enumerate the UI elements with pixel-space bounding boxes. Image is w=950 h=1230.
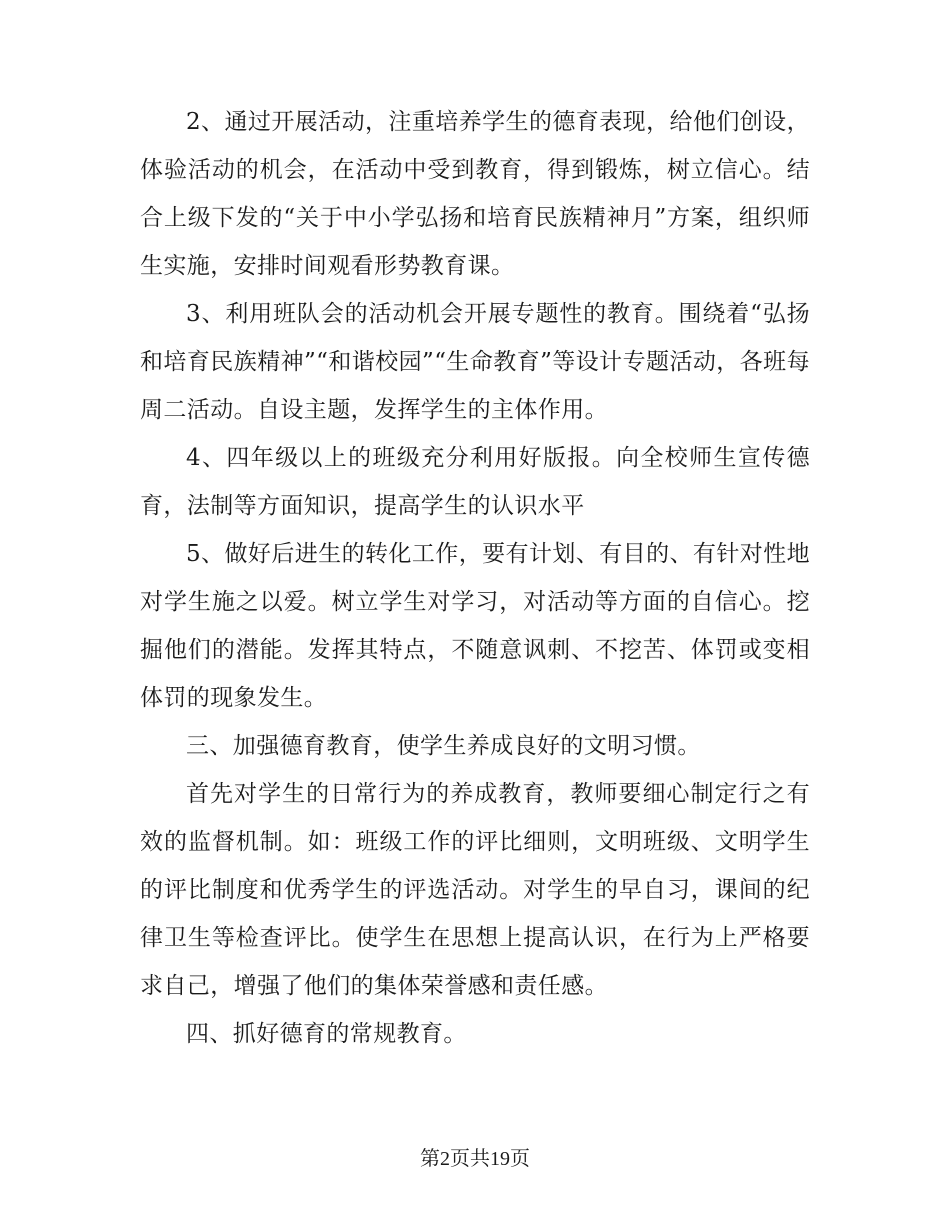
- section-heading-4: 四、抓好德育的常规教育。: [186, 1021, 467, 1047]
- section-heading-3: 三、加强德育教育，使学生养成良好的文明习惯。: [186, 733, 701, 759]
- page-number-footer: 第2页共19页: [420, 1148, 530, 1170]
- paragraph-item-2: 2、通过开展活动，注重培养学生的德育表现，给他们创设，体验活动的机会，在活动中受到教育，得到锻炼，树立信心。结合上级下发的“关于中小学弘扬和培育民族精神月”方案，组织师生实施，安排时间观看形势教育课。: [140, 109, 810, 279]
- paragraph-section-3-body: 首先对学生的日常行为的养成教育，教师要细心制定行之有效的监督机制。如：班级工作的评比细则，文明班级、文明学生的评比制度和优秀学生的评选活动。对学生的早自习，课间的纪律卫生等检查评比。使学生在思想上提高认识，在行为上严格要求自己，增强了他们的集体荣誉感和责任感。: [140, 781, 810, 999]
- paragraph-item-4: 4、四年级以上的班级充分利用好版报。向全校师生宣传德育，法制等方面知识，提高学生的认识水平: [140, 445, 810, 519]
- paragraph-item-3: 3、利用班队会的活动机会开展专题性的教育。围绕着“弘扬和培育民族精神”“和谐校园”“生命教育”等设计专题活动，各班每周二活动。自设主题，发挥学生的主体作用。: [140, 301, 810, 423]
- paragraph-item-5: 5、做好后进生的转化工作，要有计划、有目的、有针对性地对学生施之以爱。树立学生对学习，对活动等方面的自信心。挖掘他们的潜能。发挥其特点，不随意讽刺、不挖苦、体罚或变相体罚的现象发生。: [140, 541, 810, 711]
- document-body: [140, 98, 810, 1058]
